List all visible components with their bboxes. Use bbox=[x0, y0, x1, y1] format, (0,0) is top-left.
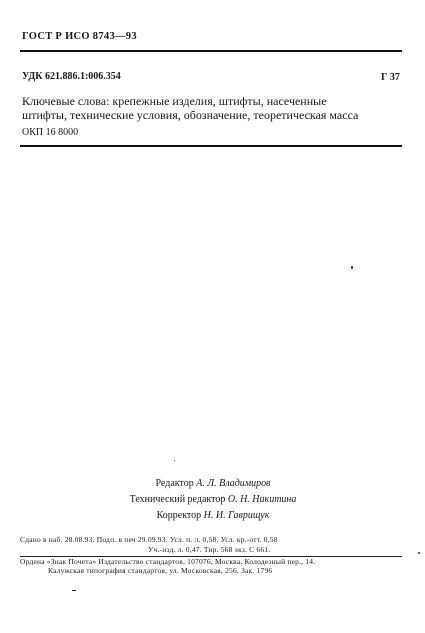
udk-code: УДК 621.886.1:006.354 bbox=[22, 71, 121, 82]
corrector-name: Н. И. Гаврищук bbox=[203, 510, 270, 521]
corrector-role: Корректор bbox=[156, 510, 202, 521]
keywords-bottom-rule bbox=[20, 145, 402, 147]
tech-editor-role: Технический редактор bbox=[129, 494, 226, 505]
dash-mark bbox=[72, 590, 76, 591]
keywords-paragraph bbox=[22, 94, 402, 122]
keywords-line-2: штифты, технические условия, обозначение, теоретическая масса bbox=[22, 108, 359, 122]
speck-mark bbox=[418, 552, 420, 554]
print-info-line-1: Сдано в наб. 28.08.93. Подп. в печ 29.09.93. Усл. п. л. 0,58. Усл. кр.-отт. 0,58 bbox=[20, 535, 278, 544]
credits-block bbox=[88, 476, 338, 524]
keywords-line-1: Ключевые слова: крепежные изделия, штифты, насеченные bbox=[22, 94, 327, 108]
standard-designation: ГОСТ Р ИСО 8743—93 bbox=[22, 31, 137, 42]
publisher-line-1: Ордена «Знак Почета» Издательство стандартов, 107076, Москва, Колодезный пер., 14. bbox=[20, 557, 316, 566]
corrector-line bbox=[88, 508, 338, 524]
print-info-line-2: Уч.-изд. л. 0,47. Тир. 568 экз. С 661. bbox=[148, 545, 271, 554]
group-code: Г 37 bbox=[381, 72, 400, 83]
top-rule bbox=[20, 50, 402, 52]
editor-name: А. Л. Владимиров bbox=[196, 478, 271, 489]
editor-line bbox=[88, 476, 338, 492]
speck-mark bbox=[174, 460, 175, 461]
tech-editor-line bbox=[88, 492, 338, 508]
tech-editor-name: О. Н. Никитина bbox=[227, 494, 297, 505]
publisher-line-2: Калужская типография стандартов, ул. Московская, 256. Зак. 1796 bbox=[48, 566, 273, 575]
speck-mark bbox=[351, 266, 353, 269]
editor-role: Редактор bbox=[155, 478, 194, 489]
okp-code: ОКП 16 8000 bbox=[22, 127, 79, 138]
